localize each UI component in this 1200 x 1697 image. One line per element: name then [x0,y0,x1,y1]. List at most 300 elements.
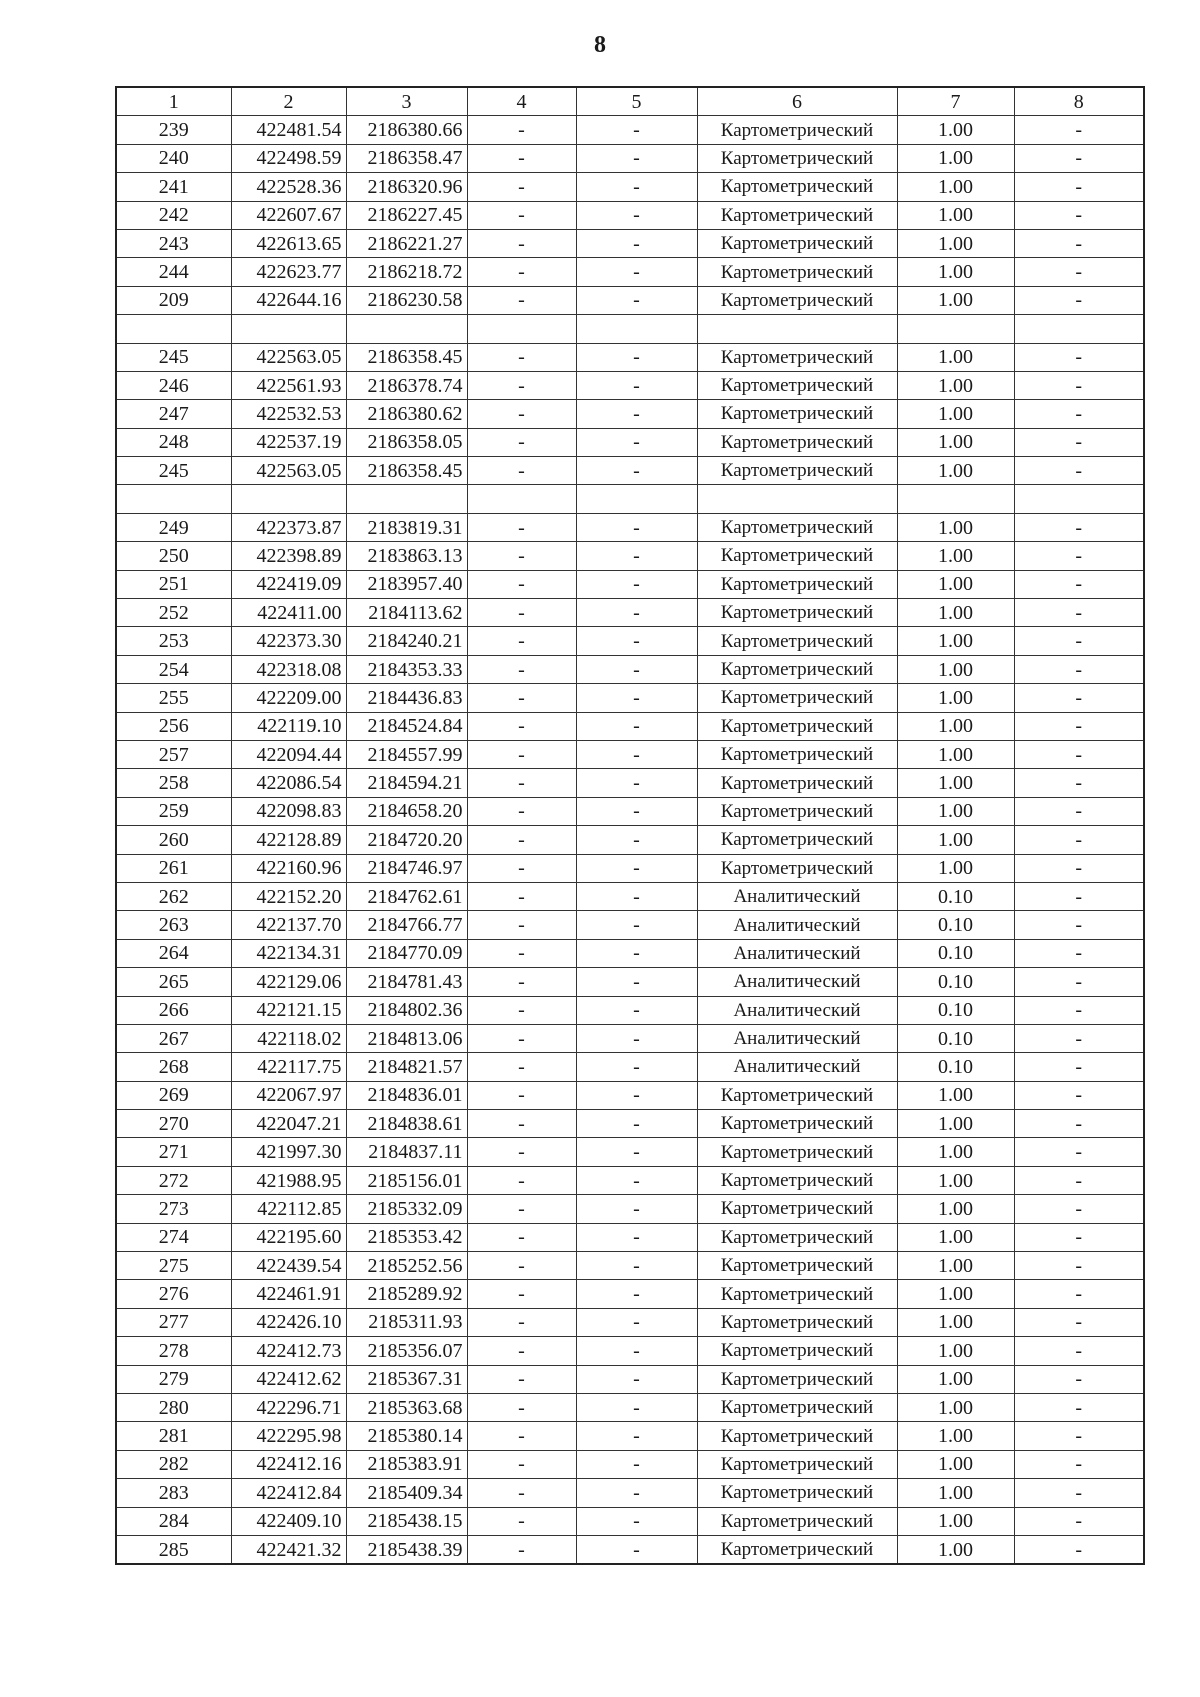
table-cell: - [1014,1507,1144,1535]
table-cell [467,485,576,513]
table-cell: 252 [116,599,231,627]
table-cell: - [576,1223,697,1251]
table-cell: Картометрический [697,1223,897,1251]
table-cell: 1.00 [897,826,1014,854]
table-cell: - [1014,854,1144,882]
table-cell: 0.10 [897,911,1014,939]
table-cell: Аналитический [697,1053,897,1081]
table-cell: - [1014,740,1144,768]
table-cell: 422086.54 [231,769,346,797]
table-cell: 2184813.06 [346,1024,467,1052]
table-cell: 2183957.40 [346,570,467,598]
table-cell [116,315,231,343]
table-cell [231,315,346,343]
table-cell: 262 [116,882,231,910]
table-cell: 422152.20 [231,882,346,910]
col-header: 6 [697,87,897,116]
table-cell [467,315,576,343]
table-cell: - [1014,116,1144,144]
table-cell: 2186320.96 [346,173,467,201]
table-cell: Аналитический [697,911,897,939]
table-cell: 1.00 [897,655,1014,683]
table-cell: - [467,371,576,399]
table-cell: 422412.62 [231,1365,346,1393]
col-header: 4 [467,87,576,116]
table-cell [697,485,897,513]
table-cell: 422098.83 [231,797,346,825]
table-cell: - [1014,1053,1144,1081]
table-cell: 2186218.72 [346,258,467,286]
table-cell: - [1014,1166,1144,1194]
table-cell: 245 [116,343,231,371]
table-cell: 277 [116,1308,231,1336]
table-cell: - [467,1479,576,1507]
table-cell: - [576,229,697,257]
table-row [116,911,1144,939]
table-cell: 422439.54 [231,1252,346,1280]
table-cell: - [467,1365,576,1393]
table-cell: Картометрический [697,1479,897,1507]
table-cell: 2186358.45 [346,457,467,485]
table-cell: - [1014,797,1144,825]
table-cell: 422426.10 [231,1308,346,1336]
table-cell: 2184836.01 [346,1081,467,1109]
table-cell: 284 [116,1507,231,1535]
table-cell: - [576,996,697,1024]
table-cell: 2185380.14 [346,1422,467,1450]
col-header: 5 [576,87,697,116]
table-cell: Картометрический [697,826,897,854]
table-cell [697,315,897,343]
table-cell: 2185383.91 [346,1450,467,1478]
table-cell: Картометрический [697,1110,897,1138]
table-cell: 263 [116,911,231,939]
table-cell: 0.10 [897,939,1014,967]
table-cell: Картометрический [697,1535,897,1564]
table-cell: Картометрический [697,797,897,825]
table-cell: - [467,1507,576,1535]
table-cell: - [1014,712,1144,740]
page-number: 8 [594,32,606,58]
table-cell: 282 [116,1450,231,1478]
table-row [116,882,1144,910]
table-cell: - [576,1507,697,1535]
table-row [116,826,1144,854]
table-cell: Картометрический [697,116,897,144]
table-row [116,1535,1144,1564]
table-cell: 242 [116,201,231,229]
table-cell: 0.10 [897,882,1014,910]
table-cell: - [1014,1195,1144,1223]
table-cell: 422561.93 [231,371,346,399]
table-cell: 2184658.20 [346,797,467,825]
table-cell: 1.00 [897,173,1014,201]
table-cell: - [467,286,576,314]
table-cell: - [576,1280,697,1308]
table-cell: 253 [116,627,231,655]
table-cell: 422409.10 [231,1507,346,1535]
table-cell: 422532.53 [231,400,346,428]
table-row [116,1024,1144,1052]
table-row [116,1138,1144,1166]
table-cell: 2186358.05 [346,428,467,456]
table-row [116,258,1144,286]
table-cell: 241 [116,173,231,201]
table-cell: - [467,1138,576,1166]
table-cell: 422398.89 [231,542,346,570]
table-cell: 1.00 [897,1138,1014,1166]
table-row [116,428,1144,456]
table-cell: 1.00 [897,769,1014,797]
table-cell: - [467,712,576,740]
table-cell: 2185311.93 [346,1308,467,1336]
table-cell: - [467,1535,576,1564]
table-cell: - [1014,400,1144,428]
table-cell: 278 [116,1337,231,1365]
table-cell: 422112.85 [231,1195,346,1223]
table-cell: 271 [116,1138,231,1166]
table-cell: 422119.10 [231,712,346,740]
table-cell: 0.10 [897,996,1014,1024]
table-cell: - [1014,939,1144,967]
table-cell: Картометрический [697,655,897,683]
table-cell: 280 [116,1393,231,1421]
table-row [116,968,1144,996]
table-row [116,1450,1144,1478]
table-cell: - [576,258,697,286]
table-cell: 266 [116,996,231,1024]
table-cell: - [576,627,697,655]
table-cell: 264 [116,939,231,967]
col-header: 3 [346,87,467,116]
table-cell: - [576,1166,697,1194]
table-cell: 269 [116,1081,231,1109]
table-cell: 2183863.13 [346,542,467,570]
table-cell: 422209.00 [231,684,346,712]
table-cell: Картометрический [697,1365,897,1393]
table-cell: - [576,1110,697,1138]
table-cell: 2185356.07 [346,1337,467,1365]
table-cell: - [467,144,576,172]
table-cell: 2184524.84 [346,712,467,740]
table-row [116,627,1144,655]
table-cell: - [576,1337,697,1365]
table-cell [231,485,346,513]
table-row [116,1223,1144,1251]
col-header: 8 [1014,87,1144,116]
table-cell: Картометрический [697,854,897,882]
table-body [116,116,1144,1564]
table-cell: Картометрический [697,570,897,598]
table-cell: Картометрический [697,1507,897,1535]
table-cell: Картометрический [697,1081,897,1109]
table-cell: 422296.71 [231,1393,346,1421]
table-cell: 2184766.77 [346,911,467,939]
table-cell: - [1014,371,1144,399]
table-cell: 246 [116,371,231,399]
table-cell: - [576,797,697,825]
table-cell: Аналитический [697,1024,897,1052]
table-cell: - [576,400,697,428]
table-cell: - [576,457,697,485]
table-cell: 281 [116,1422,231,1450]
table-cell: - [1014,1393,1144,1421]
table-cell: - [1014,201,1144,229]
table-cell: 283 [116,1479,231,1507]
table-cell: Картометрический [697,1450,897,1478]
table-cell: - [467,400,576,428]
table-cell: - [1014,570,1144,598]
table-cell: - [1014,343,1144,371]
table-cell: 2186378.74 [346,371,467,399]
table-cell: 2185363.68 [346,1393,467,1421]
table-cell: 1.00 [897,371,1014,399]
table-cell: 2186358.45 [346,343,467,371]
table-cell: - [467,1223,576,1251]
table-cell: Картометрический [697,428,897,456]
table-cell: 259 [116,797,231,825]
table-row [116,542,1144,570]
table-row [116,201,1144,229]
table-cell: 2186230.58 [346,286,467,314]
table-cell: - [1014,1535,1144,1564]
table-cell: - [467,1393,576,1421]
table-cell: - [1014,826,1144,854]
table-cell: Картометрический [697,1337,897,1365]
table-cell: Картометрический [697,1195,897,1223]
table-cell: - [1014,457,1144,485]
table-cell: 422318.08 [231,655,346,683]
table-cell: Картометрический [697,1166,897,1194]
table-cell: 422411.00 [231,599,346,627]
table-cell: 1.00 [897,343,1014,371]
table-cell: Картометрический [697,201,897,229]
table-cell: Картометрический [697,1393,897,1421]
table-row [116,712,1144,740]
table-cell: - [1014,1337,1144,1365]
table-cell: - [467,1195,576,1223]
table-row [116,1479,1144,1507]
table-cell: - [467,513,576,541]
col-header: 2 [231,87,346,116]
table-cell: 1.00 [897,1166,1014,1194]
table-cell: - [576,599,697,627]
table-cell: 1.00 [897,740,1014,768]
table-row [116,996,1144,1024]
table-row [116,684,1144,712]
table-cell: - [576,1365,697,1393]
table-cell: Картометрический [697,144,897,172]
table-cell: 1.00 [897,599,1014,627]
table-cell: 422412.84 [231,1479,346,1507]
table-cell: 1.00 [897,627,1014,655]
table-cell: 422481.54 [231,116,346,144]
table-cell: - [1014,1024,1144,1052]
table-cell: - [1014,144,1144,172]
table-cell: Картометрический [697,513,897,541]
table-cell: Картометрический [697,1308,897,1336]
table-cell: 255 [116,684,231,712]
header-row [116,87,1144,116]
table-cell: 422498.59 [231,144,346,172]
table-cell: - [467,343,576,371]
table-cell: 422644.16 [231,286,346,314]
table-cell [1014,485,1144,513]
table-cell: 2184113.62 [346,599,467,627]
table-row [116,116,1144,144]
table-row [116,1166,1144,1194]
table-cell: - [467,599,576,627]
table-cell: - [467,201,576,229]
table-cell: Картометрический [697,1280,897,1308]
table-cell: Картометрический [697,740,897,768]
table-row [116,1110,1144,1138]
table-cell: - [467,1308,576,1336]
table-row [116,854,1144,882]
table-row [116,1365,1144,1393]
table-cell: 276 [116,1280,231,1308]
table-cell: 272 [116,1166,231,1194]
table-cell: - [576,1308,697,1336]
table-cell: Картометрический [697,1138,897,1166]
table-cell: - [467,854,576,882]
table-cell: 422373.87 [231,513,346,541]
table-cell: 1.00 [897,1422,1014,1450]
table-cell: 422117.75 [231,1053,346,1081]
table-cell: 422134.31 [231,939,346,967]
table-row [116,1393,1144,1421]
table-cell: 422613.65 [231,229,346,257]
table-cell: - [1014,1138,1144,1166]
table-row [116,1280,1144,1308]
table-cell: 422461.91 [231,1280,346,1308]
table-cell: 249 [116,513,231,541]
table-cell: 422412.73 [231,1337,346,1365]
table-cell: 2185289.92 [346,1280,467,1308]
table-cell: 270 [116,1110,231,1138]
table-cell: - [467,996,576,1024]
table-cell: - [1014,286,1144,314]
table-cell: - [576,116,697,144]
table-cell: - [576,939,697,967]
table-cell: 2184837.11 [346,1138,467,1166]
table-cell: 2185438.15 [346,1507,467,1535]
table-cell: 2184746.97 [346,854,467,882]
table-cell: - [576,882,697,910]
coordinates-table [115,86,1145,1565]
table-cell: 1.00 [897,1393,1014,1421]
table-cell: 2184770.09 [346,939,467,967]
table-row [116,769,1144,797]
table-cell: Картометрический [697,769,897,797]
table-row [116,457,1144,485]
table-cell: - [467,258,576,286]
table-cell: - [1014,229,1144,257]
table-cell: 422137.70 [231,911,346,939]
table-row [116,655,1144,683]
table-cell: Картометрический [697,457,897,485]
table-cell: 422412.16 [231,1450,346,1478]
table-cell: - [576,286,697,314]
table-cell: - [467,1252,576,1280]
table-row [116,939,1144,967]
table-cell: 0.10 [897,968,1014,996]
table-cell: - [1014,1308,1144,1336]
table-row [116,144,1144,172]
table-cell: - [576,343,697,371]
table-cell: - [467,968,576,996]
table-cell: 2184802.36 [346,996,467,1024]
table-row [116,797,1144,825]
table-row [116,229,1144,257]
table-cell: 1.00 [897,286,1014,314]
table-cell: Картометрический [697,371,897,399]
table-cell: - [1014,1422,1144,1450]
table-cell: - [576,428,697,456]
table-cell: 285 [116,1535,231,1564]
table-cell: 268 [116,1053,231,1081]
table-cell: 1.00 [897,1280,1014,1308]
table-cell: Картометрический [697,1252,897,1280]
table-cell: - [576,911,697,939]
table-cell: Картометрический [697,343,897,371]
table-row [116,315,1144,343]
table-cell: - [467,1110,576,1138]
table-row [116,1337,1144,1365]
table-cell: - [576,684,697,712]
table-cell: 1.00 [897,542,1014,570]
table-cell: - [1014,684,1144,712]
table-cell: - [467,1337,576,1365]
table-cell: 1.00 [897,570,1014,598]
table-row [116,1507,1144,1535]
table-cell: - [576,968,697,996]
table-cell: 1.00 [897,684,1014,712]
table-cell: 2186358.47 [346,144,467,172]
table-cell: 1.00 [897,1195,1014,1223]
table-cell: 2184762.61 [346,882,467,910]
table-cell: - [576,513,697,541]
table-cell: 279 [116,1365,231,1393]
table-cell: 2184594.21 [346,769,467,797]
table-cell: - [576,1252,697,1280]
table-cell: - [467,173,576,201]
table-cell [897,485,1014,513]
table-cell [897,315,1014,343]
table-cell: - [576,1024,697,1052]
table-cell: Картометрический [697,627,897,655]
table-cell: - [467,1450,576,1478]
table-cell: 251 [116,570,231,598]
table-cell: 2184240.21 [346,627,467,655]
table-cell: 422121.15 [231,996,346,1024]
table-cell: 239 [116,116,231,144]
table-cell: 422563.05 [231,457,346,485]
table-cell: 2185409.34 [346,1479,467,1507]
table-cell: Картометрический [697,400,897,428]
table-cell: 2185332.09 [346,1195,467,1223]
table-cell: - [467,542,576,570]
table-cell: - [1014,1081,1144,1109]
table-cell: 1.00 [897,1308,1014,1336]
table-cell [346,315,467,343]
table-cell: 2184557.99 [346,740,467,768]
table-cell: - [1014,542,1144,570]
table-cell: 0.10 [897,1053,1014,1081]
table-cell: - [467,1053,576,1081]
table-cell: - [576,1422,697,1450]
table-cell: 422419.09 [231,570,346,598]
